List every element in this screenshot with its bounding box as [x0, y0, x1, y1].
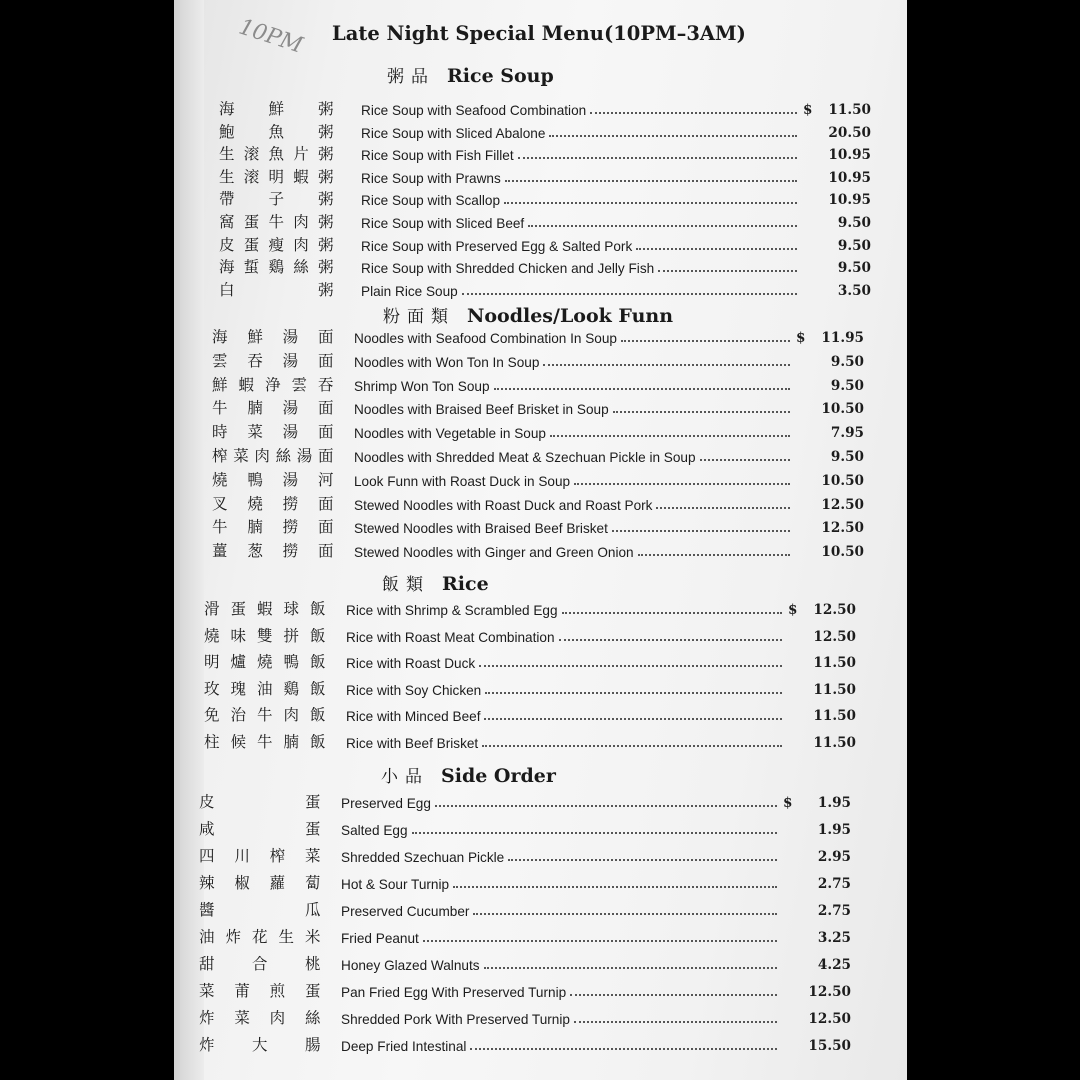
- item-price: [784, 596, 856, 618]
- price-value: 11.50: [828, 102, 871, 118]
- dot-leader: [612, 530, 790, 532]
- handwritten-note: 10PM: [235, 14, 306, 59]
- price-value: 11.50: [813, 655, 856, 672]
- item-name: Rice with Minced Beef: [346, 709, 481, 725]
- item-name: Noodles with Vegetable in Soup: [354, 426, 546, 442]
- menu-item-row: 叉 燒 撈 面 Stewed Noodles with Roast Duck and Roast Pork 12.50: [212, 491, 907, 513]
- item-name-en: [354, 372, 792, 394]
- item-name-en: [346, 596, 784, 618]
- item-name-en: [341, 897, 779, 919]
- item-price: [792, 372, 864, 394]
- item-name-en: [354, 324, 792, 346]
- menu-item-row: 炸 大 腸 Deep Fried Intestinal 15.50: [199, 1032, 899, 1054]
- dot-leader: [470, 1048, 777, 1050]
- item-name: Pan Fried Egg With Preserved Turnip: [341, 985, 567, 1000]
- section-header: [381, 762, 556, 787]
- price-value: 11.50: [813, 681, 856, 698]
- menu-item-row: 四 川 榨 菜 Shredded Szechuan Pickle 2.95: [199, 843, 899, 865]
- item-price: [779, 951, 851, 973]
- price-value: 4.25: [817, 957, 851, 973]
- menu-item-row: 燒 味 雙 拼 飯 Rice with Roast Meat Combination 12.50: [204, 623, 904, 645]
- item-name-en: [354, 491, 792, 513]
- item-price: [784, 702, 856, 724]
- item-name: Noodles with Shredded Meat & Szechuan Pickle in Soup: [354, 450, 696, 465]
- menu-item-row: 雲 吞 湯 面 Noodles with Won Ton In Soup 9.50: [212, 348, 907, 370]
- item-name-en: [341, 816, 779, 838]
- menu-title: Late Night Special Menu(10PM–3AM): [332, 22, 746, 45]
- price-value: 10.50: [821, 544, 864, 561]
- item-price: [779, 1005, 851, 1027]
- item-price: [784, 623, 856, 645]
- dot-leader: [482, 745, 782, 747]
- item-price: [799, 141, 871, 163]
- item-name-en: [354, 419, 792, 441]
- price-value: 12.50: [821, 520, 864, 537]
- dot-leader: [700, 459, 790, 461]
- section-header: [387, 62, 554, 87]
- item-price: [792, 348, 864, 370]
- item-name-en: [341, 843, 779, 865]
- item-price: [779, 816, 851, 838]
- item-name-en: [341, 1005, 779, 1027]
- price-value: 9.50: [837, 237, 871, 254]
- price-value: 3.25: [817, 930, 851, 946]
- dot-leader: [462, 293, 797, 295]
- dollar-sign: $: [796, 330, 806, 346]
- item-name-en: [354, 538, 792, 560]
- menu-item-row: 甜 合 桃 Honey Glazed Walnuts 4.25: [199, 951, 899, 973]
- section-header: [382, 570, 489, 595]
- item-name: Preserved Cucumber: [341, 904, 470, 919]
- dot-leader: [613, 411, 790, 413]
- item-name: Deep Fried Intestinal: [341, 1039, 467, 1054]
- item-name-en: [346, 729, 784, 751]
- item-name-en: [341, 870, 779, 892]
- item-name-en: [346, 676, 784, 698]
- item-price: [799, 96, 871, 118]
- price-value: 11.95: [821, 330, 864, 346]
- price-value: 10.95: [828, 169, 871, 186]
- menu-item-row: 皮 蛋 瘦 肉 粥 Rice Soup with Preserved Egg & Salted Pork 9.50: [219, 232, 907, 254]
- item-price: [784, 649, 856, 671]
- item-price: [792, 395, 864, 417]
- dot-leader: [505, 180, 797, 182]
- price-value: 10.50: [821, 401, 864, 418]
- dot-leader: [550, 435, 790, 437]
- menu-page: [174, 0, 907, 1080]
- item-name: Rice with Soy Chicken: [346, 682, 482, 698]
- dot-leader: [562, 612, 782, 614]
- item-name-en: [361, 277, 799, 299]
- section-title-zh: 小品: [381, 767, 429, 787]
- menu-item-row: 帶 子 粥 Rice Soup with Scallop 10.95: [219, 186, 907, 208]
- menu-item-row: 窩 蛋 牛 肉 粥 Rice Soup with Sliced Beef 9.50: [219, 209, 907, 231]
- item-price: [799, 232, 871, 254]
- price-value: 10.95: [828, 192, 871, 209]
- price-value: 2.75: [817, 903, 851, 919]
- price-value: 11.50: [813, 735, 856, 751]
- item-price: [799, 119, 871, 141]
- item-name: Rice Soup with Preserved Egg & Salted Pork: [361, 238, 633, 254]
- item-price: [799, 186, 871, 208]
- item-name-en: [341, 1032, 779, 1054]
- item-name-en: [346, 649, 784, 671]
- price-value: 2.95: [817, 849, 851, 865]
- item-price: [784, 729, 856, 751]
- dollar-sign: $: [788, 602, 798, 618]
- item-price: [792, 538, 864, 560]
- price-value: 20.50: [828, 124, 871, 141]
- section-title-zh: 粉面類: [383, 307, 455, 327]
- section-title-en: Side Order: [441, 765, 556, 787]
- item-name-en: [341, 951, 779, 973]
- item-price: [779, 924, 851, 946]
- dot-leader: [412, 832, 777, 834]
- item-name: Preserved Egg: [341, 796, 431, 811]
- item-price: [784, 676, 856, 698]
- item-name-en: [361, 141, 799, 163]
- item-name: Rice Soup with Shredded Chicken and Jelly Fish: [361, 261, 655, 277]
- dot-leader: [453, 886, 777, 888]
- item-name: Plain Rice Soup: [361, 283, 458, 299]
- item-name: Rice with Roast Duck: [346, 656, 476, 672]
- item-name: Stewed Noodles with Roast Duck and Roast Pork: [354, 497, 653, 513]
- item-price: [799, 209, 871, 231]
- item-name: Rice with Roast Meat Combination: [346, 629, 555, 645]
- dot-leader: [636, 248, 797, 250]
- item-name: Rice Soup with Prawns: [361, 170, 501, 186]
- dot-leader: [570, 994, 777, 996]
- item-price: [799, 277, 871, 299]
- item-name-en: [354, 348, 792, 370]
- section-title-zh: 粥品: [387, 67, 435, 87]
- item-name-en: [361, 96, 799, 118]
- item-name-en: [361, 164, 799, 186]
- menu-item-row: 海 鮮 粥 Rice Soup with Seafood Combination $ 11.50: [219, 96, 907, 118]
- item-name: Look Funn with Roast Duck in Soup: [354, 473, 571, 489]
- section-title-en: Noodles/Look Funn: [467, 305, 674, 327]
- item-price: [792, 419, 864, 441]
- menu-item-row: 辣 椒 蘿 蔔 Hot & Sour Turnip 2.75: [199, 870, 899, 892]
- item-price: [792, 443, 864, 465]
- menu-item-row: 炸 菜 肉 絲 Shredded Pork With Preserved Turnip 12.50: [199, 1005, 899, 1027]
- menu-item-row: 白 粥 Plain Rice Soup 3.50: [219, 277, 907, 299]
- price-value: 7.95: [830, 425, 864, 442]
- item-name: Stewed Noodles with Braised Beef Brisket: [354, 521, 608, 537]
- menu-item-row: 牛 腩 撈 面 Stewed Noodles with Braised Beef Brisket 12.50: [212, 514, 907, 536]
- item-name: Fried Peanut: [341, 931, 419, 946]
- item-name-en: [341, 789, 779, 811]
- item-price: [799, 254, 871, 276]
- dot-leader: [638, 554, 790, 556]
- item-name-en: [361, 186, 799, 208]
- section-title-zh: 飯類: [382, 575, 430, 595]
- dot-leader: [479, 665, 782, 667]
- menu-item-row: 海 鮮 湯 面 Noodles with Seafood Combination In Soup $ 11.95: [212, 324, 907, 346]
- price-value: 12.50: [821, 496, 864, 513]
- dot-leader: [508, 859, 777, 861]
- price-value: 9.50: [830, 353, 864, 370]
- dollar-sign: $: [803, 102, 813, 118]
- price-value: 1.95: [817, 795, 851, 811]
- menu-item-row: 咸 蛋 Salted Egg 1.95: [199, 816, 899, 838]
- menu-item-row: 鮮 蝦 浄 雲 吞 Shrimp Won Ton Soup 9.50: [212, 372, 907, 394]
- item-name: Salted Egg: [341, 823, 408, 838]
- dot-leader: [574, 1021, 777, 1023]
- price-value: 12.50: [808, 1011, 851, 1027]
- menu-item-row: 玫 瑰 油 鷄 飯 Rice with Soy Chicken 11.50: [204, 676, 904, 698]
- dollar-sign: $: [783, 795, 793, 811]
- item-name-en: [361, 209, 799, 231]
- price-value: 11.50: [813, 708, 856, 725]
- item-price: [792, 324, 864, 346]
- price-value: 9.50: [830, 449, 864, 465]
- item-price: [792, 467, 864, 489]
- price-value: 12.50: [813, 628, 856, 645]
- item-name: Noodles with Braised Beef Brisket in Soup: [354, 402, 609, 418]
- item-name-en: [354, 467, 792, 489]
- item-price: [779, 1032, 851, 1054]
- dot-leader: [574, 483, 790, 485]
- menu-item-row: 燒 鴨 湯 河 Look Funn with Roast Duck in Soup 10.50: [212, 467, 907, 489]
- item-name: Rice Soup with Scallop: [361, 193, 501, 209]
- item-price: [779, 870, 851, 892]
- dot-leader: [518, 157, 797, 159]
- menu-item-row: 皮 蛋 Preserved Egg $ 1.95: [199, 789, 899, 811]
- price-value: 3.50: [837, 282, 871, 299]
- dot-leader: [485, 692, 782, 694]
- price-value: 1.95: [817, 822, 851, 838]
- dot-leader: [435, 805, 777, 807]
- item-price: [779, 978, 851, 1000]
- item-name: Rice Soup with Sliced Abalone: [361, 125, 546, 141]
- item-name: Rice with Shrimp & Scrambled Egg: [346, 603, 558, 618]
- dot-leader: [484, 718, 782, 720]
- section-title-en: Rice Soup: [447, 65, 554, 87]
- menu-item-row: 生 滚 明 蝦 粥 Rice Soup with Prawns 10.95: [219, 164, 907, 186]
- dot-leader: [528, 225, 797, 227]
- item-name: Shrimp Won Ton Soup: [354, 378, 490, 394]
- menu-item-row: 醬 瓜 Preserved Cucumber 2.75: [199, 897, 899, 919]
- item-name-en: [354, 443, 792, 465]
- price-value: 9.50: [837, 260, 871, 277]
- section-title-en: Rice: [442, 573, 489, 595]
- item-name: Rice Soup with Fish Fillet: [361, 148, 514, 164]
- item-name: Rice Soup with Seafood Combination: [361, 103, 587, 118]
- dot-leader: [621, 340, 790, 342]
- item-name-en: [346, 702, 784, 724]
- item-name: Stewed Noodles with Ginger and Green Onion: [354, 545, 634, 561]
- price-value: 9.50: [830, 377, 864, 394]
- item-name: Noodles with Seafood Combination In Soup: [354, 331, 617, 346]
- dot-leader: [543, 364, 790, 366]
- item-name: Honey Glazed Walnuts: [341, 958, 480, 973]
- item-price: [799, 164, 871, 186]
- menu-item-row: 油 炸 花 生 米 Fried Peanut 3.25: [199, 924, 899, 946]
- price-value: 10.50: [821, 472, 864, 489]
- menu-item-row: 榨 菜 肉 絲 湯 面 Noodles with Shredded Meat & Szechuan Pickle in Soup 9.50: [212, 443, 907, 465]
- price-value: 10.95: [828, 147, 871, 164]
- dot-leader: [549, 135, 797, 137]
- dot-leader: [656, 507, 790, 509]
- menu-item-row: 薑 葱 撈 面 Stewed Noodles with Ginger and Green Onion 10.50: [212, 538, 907, 560]
- item-price: [792, 514, 864, 536]
- item-name: Rice with Beef Brisket: [346, 736, 479, 751]
- dot-leader: [658, 270, 797, 272]
- item-name-en: [361, 119, 799, 141]
- item-name-en: [341, 924, 779, 946]
- item-name: Rice Soup with Sliced Beef: [361, 216, 525, 231]
- price-value: 12.50: [813, 602, 856, 618]
- menu-item-row: 海 蜇 鷄 絲 粥 Rice Soup with Shredded Chicken and Jelly Fish 9.50: [219, 254, 907, 276]
- price-value: 12.50: [808, 984, 851, 1000]
- dot-leader: [484, 967, 777, 969]
- item-name-en: [361, 232, 799, 254]
- dot-leader: [423, 940, 777, 942]
- item-name-en: [346, 623, 784, 645]
- menu-item-row: 明 爐 燒 鴨 飯 Rice with Roast Duck 11.50: [204, 649, 904, 671]
- item-price: [779, 897, 851, 919]
- menu-item-row: 牛 腩 湯 面 Noodles with Braised Beef Brisket in Soup 10.50: [212, 395, 907, 417]
- menu-item-row: 滑 蛋 蝦 球 飯 Rice with Shrimp & Scrambled Egg $ 12.50: [204, 596, 904, 618]
- menu-item-row: 鮑 魚 粥 Rice Soup with Sliced Abalone 20.50: [219, 119, 907, 141]
- item-price: [779, 843, 851, 865]
- dot-leader: [473, 913, 777, 915]
- price-value: 2.75: [817, 876, 851, 892]
- menu-item-row: 菜 莆 煎 蛋 Pan Fried Egg With Preserved Turnip 12.50: [199, 978, 899, 1000]
- item-price: [792, 491, 864, 513]
- menu-item-row: 柱 候 牛 腩 飯 Rice with Beef Brisket 11.50: [204, 729, 904, 751]
- price-value: 9.50: [837, 215, 871, 231]
- dot-leader: [504, 202, 797, 204]
- menu-item-row: 時 菜 湯 面 Noodles with Vegetable in Soup 7.95: [212, 419, 907, 441]
- item-name-en: [341, 978, 779, 1000]
- item-name-en: [354, 395, 792, 417]
- item-name-en: [354, 514, 792, 536]
- item-name: Shredded Pork With Preserved Turnip: [341, 1012, 570, 1027]
- price-value: 15.50: [808, 1038, 851, 1054]
- dot-leader: [559, 639, 782, 641]
- item-name: Hot & Sour Turnip: [341, 877, 450, 892]
- dot-leader: [590, 112, 797, 114]
- menu-item-row: 免 治 牛 肉 飯 Rice with Minced Beef 11.50: [204, 702, 904, 724]
- dot-leader: [494, 388, 790, 390]
- menu-item-row: 生 滚 魚 片 粥 Rice Soup with Fish Fillet 10.95: [219, 141, 907, 163]
- item-name: Shredded Szechuan Pickle: [341, 850, 505, 865]
- item-name-en: [361, 254, 799, 276]
- item-name: Noodles with Won Ton In Soup: [354, 354, 540, 370]
- item-price: [779, 789, 851, 811]
